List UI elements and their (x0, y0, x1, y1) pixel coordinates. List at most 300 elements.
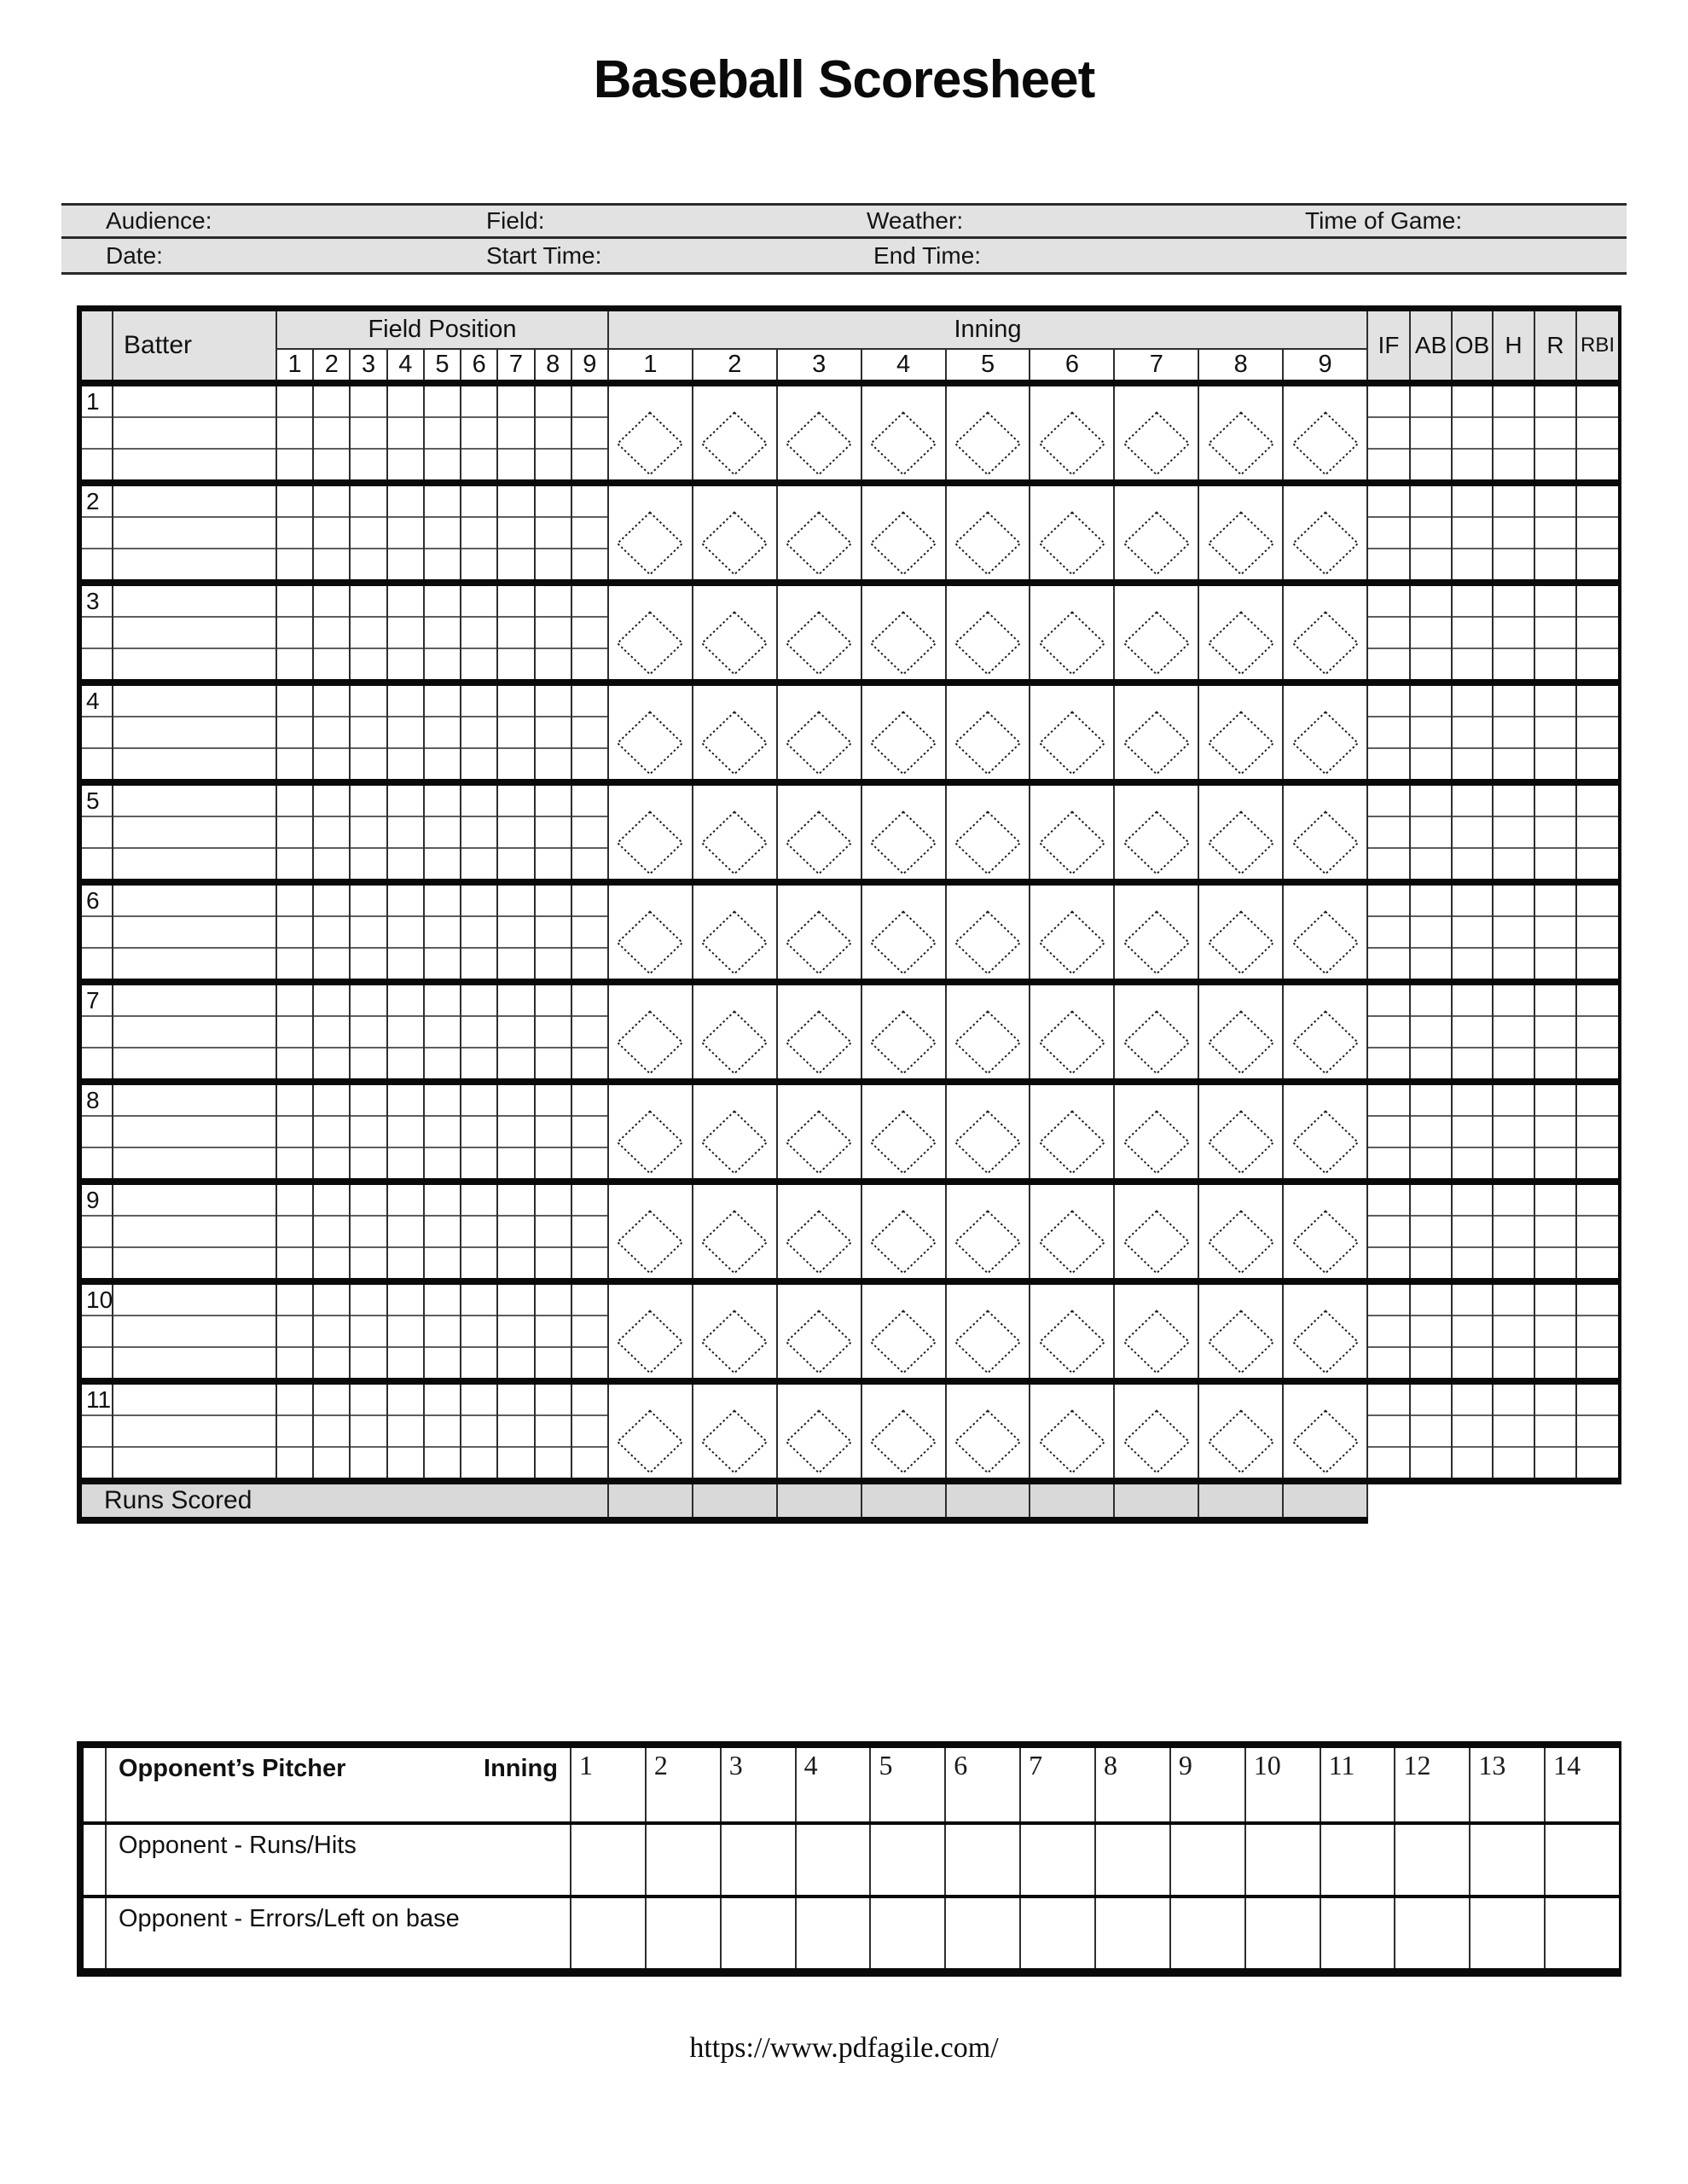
field-position-cell[interactable] (425, 1085, 460, 1117)
opponent-data-cell-12[interactable] (1395, 1898, 1470, 1968)
batter-name-cell[interactable] (113, 1148, 276, 1178)
field-position-cell[interactable] (461, 717, 496, 749)
field-position-cell[interactable] (277, 386, 312, 418)
stat-cell[interactable] (1453, 985, 1492, 1017)
field-position-cell[interactable] (314, 1316, 349, 1348)
field-position-cell[interactable] (277, 949, 312, 979)
inning-scoring-cell-3[interactable] (778, 386, 862, 479)
stat-cell[interactable] (1453, 1217, 1492, 1248)
stat-cell[interactable] (1411, 1117, 1451, 1148)
stat-cell[interactable] (1368, 1217, 1409, 1248)
inning-scoring-cell-9[interactable] (1284, 1085, 1368, 1178)
field-position-cell[interactable] (277, 1248, 312, 1278)
field-position-cell[interactable] (351, 386, 386, 418)
stat-cell[interactable] (1453, 1316, 1492, 1348)
end-time-label[interactable]: End Time: (873, 241, 982, 269)
field-position-cell[interactable] (388, 586, 423, 618)
field-position-cell[interactable] (388, 817, 423, 849)
stat-cell[interactable] (1535, 1448, 1575, 1478)
batter-name-cell[interactable] (113, 1385, 276, 1416)
stat-cell[interactable] (1411, 1085, 1451, 1117)
inning-scoring-cell-2[interactable] (693, 786, 778, 879)
opponent-data-cell-9[interactable] (1171, 1898, 1246, 1968)
field-position-cell[interactable] (388, 1448, 423, 1478)
stat-cell[interactable] (1494, 549, 1534, 579)
inning-scoring-cell-2[interactable] (693, 1185, 778, 1278)
field-position-cell[interactable] (351, 917, 386, 949)
field-position-cell[interactable] (351, 886, 386, 917)
field-position-cell[interactable] (498, 1185, 533, 1217)
opponent-data-cell-3[interactable] (722, 1825, 797, 1895)
stat-cell[interactable] (1411, 1448, 1451, 1478)
field-position-cell[interactable] (314, 949, 349, 979)
field-position-cell[interactable] (388, 917, 423, 949)
batter-name-cell[interactable] (113, 985, 276, 1017)
stat-cell[interactable] (1494, 450, 1534, 479)
inning-scoring-cell-5[interactable] (947, 985, 1031, 1078)
field-position-cell[interactable] (388, 549, 423, 579)
opponent-data-cell-4[interactable] (797, 1825, 872, 1895)
field-position-cell[interactable] (461, 1148, 496, 1178)
field-position-cell[interactable] (351, 1217, 386, 1248)
field-position-cell[interactable] (314, 1085, 349, 1117)
field-position-cell[interactable] (277, 418, 312, 450)
field-position-cell[interactable] (314, 917, 349, 949)
field-position-cell[interactable] (498, 518, 533, 549)
stat-cell[interactable] (1577, 1185, 1618, 1217)
stat-cell[interactable] (1368, 549, 1409, 579)
stat-cell[interactable] (1494, 586, 1534, 618)
field-position-cell[interactable] (388, 1348, 423, 1378)
footer-url[interactable]: https://www.pdfagile.com/ (689, 2032, 999, 2064)
opponent-data-cell-6[interactable] (946, 1898, 1021, 1968)
field-position-cell[interactable] (314, 1385, 349, 1416)
field-position-cell[interactable] (498, 1048, 533, 1078)
inning-scoring-cell-8[interactable] (1199, 985, 1284, 1078)
stat-cell[interactable] (1494, 486, 1534, 518)
field-position-cell[interactable] (277, 1285, 312, 1316)
field-position-cell[interactable] (425, 717, 460, 749)
batter-name-cell[interactable] (113, 886, 276, 917)
stat-cell[interactable] (1577, 786, 1618, 817)
batter-name-cell[interactable] (113, 1316, 276, 1348)
field-position-cell[interactable] (351, 1348, 386, 1378)
stat-cell[interactable] (1494, 817, 1534, 849)
inning-scoring-cell-3[interactable] (778, 985, 862, 1078)
field-position-cell[interactable] (277, 586, 312, 618)
field-position-cell[interactable] (314, 586, 349, 618)
field-position-cell[interactable] (314, 518, 349, 549)
stat-cell[interactable] (1494, 518, 1534, 549)
stat-cell[interactable] (1535, 486, 1575, 518)
field-position-cell[interactable] (461, 586, 496, 618)
audience-label[interactable]: Audience: (106, 207, 212, 234)
opponent-data-cell-7[interactable] (1021, 1825, 1096, 1895)
inning-scoring-cell-8[interactable] (1199, 686, 1284, 779)
stat-cell[interactable] (1368, 518, 1409, 549)
field-position-cell[interactable] (277, 917, 312, 949)
inning-scoring-cell-3[interactable] (778, 1085, 862, 1178)
stat-cell[interactable] (1494, 686, 1534, 717)
inning-scoring-cell-4[interactable] (862, 1085, 947, 1178)
stat-cell[interactable] (1577, 518, 1618, 549)
stat-cell[interactable] (1535, 1348, 1575, 1378)
batter-name-cell[interactable] (113, 849, 276, 879)
field-position-cell[interactable] (498, 1385, 533, 1416)
field-position-cell[interactable] (572, 1348, 607, 1378)
field-position-cell[interactable] (388, 1185, 423, 1217)
field-position-cell[interactable] (461, 450, 496, 479)
field-position-cell[interactable] (498, 1316, 533, 1348)
stat-cell[interactable] (1535, 817, 1575, 849)
inning-scoring-cell-6[interactable] (1030, 786, 1115, 879)
field-position-cell[interactable] (314, 486, 349, 518)
field-position-cell[interactable] (572, 1048, 607, 1078)
stat-cell[interactable] (1411, 1348, 1451, 1378)
inning-scoring-cell-5[interactable] (947, 1385, 1031, 1478)
stat-cell[interactable] (1577, 418, 1618, 450)
field-position-cell[interactable] (388, 1148, 423, 1178)
field-position-cell[interactable] (536, 717, 571, 749)
stat-cell[interactable] (1411, 817, 1451, 849)
field-position-cell[interactable] (572, 586, 607, 618)
stat-cell[interactable] (1577, 1217, 1618, 1248)
field-position-cell[interactable] (277, 518, 312, 549)
stat-cell[interactable] (1453, 518, 1492, 549)
inning-scoring-cell-1[interactable] (609, 1385, 693, 1478)
stat-cell[interactable] (1494, 418, 1534, 450)
field-position-cell[interactable] (314, 886, 349, 917)
stat-cell[interactable] (1577, 1348, 1618, 1378)
stat-cell[interactable] (1411, 1185, 1451, 1217)
stat-cell[interactable] (1535, 1416, 1575, 1448)
stat-cell[interactable] (1577, 1385, 1618, 1416)
opponent-data-cell-2[interactable] (647, 1898, 722, 1968)
field-position-cell[interactable] (461, 1316, 496, 1348)
field-position-cell[interactable] (425, 1148, 460, 1178)
field-position-cell[interactable] (572, 549, 607, 579)
field-position-cell[interactable] (388, 486, 423, 518)
field-position-cell[interactable] (425, 1048, 460, 1078)
date-label[interactable]: Date: (106, 241, 163, 269)
field-position-cell[interactable] (277, 849, 312, 879)
field-position-cell[interactable] (388, 618, 423, 649)
inning-scoring-cell-1[interactable] (609, 486, 693, 579)
stat-cell[interactable] (1494, 985, 1534, 1017)
field-position-cell[interactable] (536, 1185, 571, 1217)
stat-cell[interactable] (1453, 549, 1492, 579)
opponent-data-cell-1[interactable] (571, 1898, 647, 1968)
runs-scored-cell-1[interactable] (609, 1484, 693, 1517)
inning-scoring-cell-9[interactable] (1284, 1385, 1368, 1478)
stat-cell[interactable] (1411, 586, 1451, 618)
field-position-cell[interactable] (572, 1217, 607, 1248)
stat-cell[interactable] (1368, 486, 1409, 518)
field-position-cell[interactable] (314, 1017, 349, 1048)
stat-cell[interactable] (1577, 886, 1618, 917)
field-position-cell[interactable] (536, 386, 571, 418)
stat-cell[interactable] (1453, 1385, 1492, 1416)
field-position-cell[interactable] (572, 450, 607, 479)
field-position-cell[interactable] (536, 1117, 571, 1148)
field-position-cell[interactable] (388, 1416, 423, 1448)
field-position-cell[interactable] (388, 1085, 423, 1117)
stat-cell[interactable] (1368, 686, 1409, 717)
field-position-cell[interactable] (277, 486, 312, 518)
inning-scoring-cell-2[interactable] (693, 686, 778, 779)
stat-cell[interactable] (1453, 1085, 1492, 1117)
field-position-cell[interactable] (277, 686, 312, 717)
field-position-cell[interactable] (351, 549, 386, 579)
inning-scoring-cell-3[interactable] (778, 1385, 862, 1478)
field-position-cell[interactable] (314, 1048, 349, 1078)
field-position-cell[interactable] (498, 817, 533, 849)
field-position-cell[interactable] (388, 886, 423, 917)
field-position-cell[interactable] (461, 949, 496, 979)
stat-cell[interactable] (1368, 1416, 1409, 1448)
stat-cell[interactable] (1535, 1048, 1575, 1078)
field-position-cell[interactable] (425, 1416, 460, 1448)
field-position-cell[interactable] (461, 386, 496, 418)
runs-scored-cell-2[interactable] (693, 1484, 778, 1517)
inning-scoring-cell-8[interactable] (1199, 486, 1284, 579)
field-position-cell[interactable] (277, 717, 312, 749)
field-position-cell[interactable] (425, 849, 460, 879)
stat-cell[interactable] (1535, 450, 1575, 479)
field-position-cell[interactable] (388, 1217, 423, 1248)
inning-scoring-cell-4[interactable] (862, 1285, 947, 1378)
stat-cell[interactable] (1577, 649, 1618, 679)
stat-cell[interactable] (1577, 1316, 1618, 1348)
opponent-data-cell-10[interactable] (1246, 1898, 1321, 1968)
field-position-cell[interactable] (277, 618, 312, 649)
stat-cell[interactable] (1368, 717, 1409, 749)
inning-scoring-cell-7[interactable] (1115, 586, 1199, 679)
stat-cell[interactable] (1535, 1285, 1575, 1316)
inning-scoring-cell-3[interactable] (778, 786, 862, 879)
field-position-cell[interactable] (351, 1316, 386, 1348)
field-position-cell[interactable] (425, 749, 460, 779)
field-position-cell[interactable] (388, 1316, 423, 1348)
inning-scoring-cell-4[interactable] (862, 486, 947, 579)
field-position-cell[interactable] (498, 618, 533, 649)
opponent-data-cell-11[interactable] (1321, 1898, 1396, 1968)
field-position-cell[interactable] (536, 1416, 571, 1448)
field-position-cell[interactable] (388, 686, 423, 717)
stat-cell[interactable] (1368, 1248, 1409, 1278)
field-position-cell[interactable] (314, 1416, 349, 1448)
inning-scoring-cell-2[interactable] (693, 386, 778, 479)
stat-cell[interactable] (1577, 749, 1618, 779)
field-position-cell[interactable] (572, 386, 607, 418)
stat-cell[interactable] (1535, 518, 1575, 549)
stat-cell[interactable] (1494, 749, 1534, 779)
inning-scoring-cell-9[interactable] (1284, 686, 1368, 779)
stat-cell[interactable] (1368, 817, 1409, 849)
field-position-cell[interactable] (425, 817, 460, 849)
field-position-cell[interactable] (351, 1148, 386, 1178)
stat-cell[interactable] (1411, 1316, 1451, 1348)
stat-cell[interactable] (1368, 1085, 1409, 1117)
field-position-cell[interactable] (351, 717, 386, 749)
field-position-cell[interactable] (498, 486, 533, 518)
field-position-cell[interactable] (351, 1448, 386, 1478)
field-position-cell[interactable] (536, 949, 571, 979)
stat-cell[interactable] (1494, 1017, 1534, 1048)
field-position-cell[interactable] (572, 949, 607, 979)
inning-scoring-cell-7[interactable] (1115, 985, 1199, 1078)
field-position-cell[interactable] (277, 649, 312, 679)
field-position-cell[interactable] (277, 1348, 312, 1378)
batter-name-cell[interactable] (113, 518, 276, 549)
stat-cell[interactable] (1368, 1448, 1409, 1478)
field-position-cell[interactable] (351, 985, 386, 1017)
field-position-cell[interactable] (536, 418, 571, 450)
inning-scoring-cell-8[interactable] (1199, 786, 1284, 879)
field-position-cell[interactable] (277, 1085, 312, 1117)
field-position-cell[interactable] (277, 786, 312, 817)
field-position-cell[interactable] (572, 985, 607, 1017)
field-position-cell[interactable] (314, 1217, 349, 1248)
field-position-cell[interactable] (461, 649, 496, 679)
field-position-cell[interactable] (425, 649, 460, 679)
field-position-cell[interactable] (498, 1248, 533, 1278)
inning-scoring-cell-6[interactable] (1030, 985, 1115, 1078)
field-position-cell[interactable] (498, 749, 533, 779)
stat-cell[interactable] (1494, 386, 1534, 418)
field-position-cell[interactable] (498, 1117, 533, 1148)
field-position-cell[interactable] (536, 1048, 571, 1078)
inning-scoring-cell-7[interactable] (1115, 886, 1199, 979)
field-position-cell[interactable] (277, 1316, 312, 1348)
inning-scoring-cell-8[interactable] (1199, 586, 1284, 679)
stat-cell[interactable] (1577, 849, 1618, 879)
opponent-data-cell-5[interactable] (871, 1898, 946, 1968)
field-position-cell[interactable] (351, 1085, 386, 1117)
batter-name-cell[interactable] (113, 1117, 276, 1148)
field-position-cell[interactable] (425, 886, 460, 917)
stat-cell[interactable] (1411, 1248, 1451, 1278)
field-position-cell[interactable] (572, 1285, 607, 1316)
field-position-cell[interactable] (314, 418, 349, 450)
batter-name-cell[interactable] (113, 586, 276, 618)
inning-scoring-cell-1[interactable] (609, 1185, 693, 1278)
field-position-cell[interactable] (351, 486, 386, 518)
field-position-cell[interactable] (351, 450, 386, 479)
inning-scoring-cell-5[interactable] (947, 1185, 1031, 1278)
stat-cell[interactable] (1453, 649, 1492, 679)
inning-scoring-cell-5[interactable] (947, 1285, 1031, 1378)
field-position-cell[interactable] (572, 749, 607, 779)
field-position-cell[interactable] (536, 849, 571, 879)
field-position-cell[interactable] (498, 886, 533, 917)
inning-scoring-cell-5[interactable] (947, 686, 1031, 779)
inning-scoring-cell-1[interactable] (609, 1285, 693, 1378)
field-position-cell[interactable] (461, 618, 496, 649)
field-position-cell[interactable] (536, 1217, 571, 1248)
stat-cell[interactable] (1577, 1048, 1618, 1078)
field-position-cell[interactable] (277, 985, 312, 1017)
inning-scoring-cell-8[interactable] (1199, 1285, 1284, 1378)
field-position-cell[interactable] (536, 1085, 571, 1117)
inning-scoring-cell-7[interactable] (1115, 386, 1199, 479)
field-position-cell[interactable] (536, 518, 571, 549)
field-position-cell[interactable] (461, 749, 496, 779)
inning-scoring-cell-9[interactable] (1284, 1285, 1368, 1378)
stat-cell[interactable] (1453, 749, 1492, 779)
stat-cell[interactable] (1368, 1017, 1409, 1048)
inning-scoring-cell-2[interactable] (693, 1385, 778, 1478)
start-time-label[interactable]: Start Time: (486, 241, 602, 269)
stat-cell[interactable] (1494, 849, 1534, 879)
stat-cell[interactable] (1535, 1017, 1575, 1048)
field-position-cell[interactable] (351, 786, 386, 817)
runs-scored-cell-4[interactable] (862, 1484, 947, 1517)
field-position-cell[interactable] (425, 486, 460, 518)
inning-scoring-cell-6[interactable] (1030, 586, 1115, 679)
field-position-cell[interactable] (572, 418, 607, 450)
field-position-cell[interactable] (277, 1385, 312, 1416)
field-position-cell[interactable] (314, 1185, 349, 1217)
stat-cell[interactable] (1368, 985, 1409, 1017)
stat-cell[interactable] (1577, 1148, 1618, 1178)
field-position-cell[interactable] (425, 450, 460, 479)
stat-cell[interactable] (1411, 717, 1451, 749)
field-position-cell[interactable] (572, 886, 607, 917)
inning-scoring-cell-2[interactable] (693, 1085, 778, 1178)
field-position-cell[interactable] (536, 549, 571, 579)
field-position-cell[interactable] (498, 1448, 533, 1478)
stat-cell[interactable] (1453, 1185, 1492, 1217)
field-position-cell[interactable] (277, 1117, 312, 1148)
stat-cell[interactable] (1535, 1185, 1575, 1217)
stat-cell[interactable] (1577, 1085, 1618, 1117)
batter-name-cell[interactable] (113, 1416, 276, 1448)
opponent-data-cell-12[interactable] (1395, 1825, 1470, 1895)
stat-cell[interactable] (1368, 386, 1409, 418)
field-position-cell[interactable] (498, 949, 533, 979)
inning-scoring-cell-4[interactable] (862, 1185, 947, 1278)
stat-cell[interactable] (1577, 817, 1618, 849)
field-position-cell[interactable] (388, 949, 423, 979)
stat-cell[interactable] (1577, 1117, 1618, 1148)
field-position-cell[interactable] (314, 985, 349, 1017)
stat-cell[interactable] (1368, 1385, 1409, 1416)
stat-cell[interactable] (1411, 518, 1451, 549)
inning-scoring-cell-8[interactable] (1199, 1085, 1284, 1178)
runs-scored-cell-5[interactable] (947, 1484, 1031, 1517)
inning-scoring-cell-4[interactable] (862, 386, 947, 479)
field-position-cell[interactable] (277, 1217, 312, 1248)
field-position-cell[interactable] (351, 1416, 386, 1448)
stat-cell[interactable] (1453, 817, 1492, 849)
field-position-cell[interactable] (388, 1248, 423, 1278)
inning-scoring-cell-3[interactable] (778, 886, 862, 979)
opponent-data-cell-6[interactable] (946, 1825, 1021, 1895)
stat-cell[interactable] (1494, 717, 1534, 749)
stat-cell[interactable] (1411, 849, 1451, 879)
stat-cell[interactable] (1535, 985, 1575, 1017)
field-position-cell[interactable] (498, 586, 533, 618)
field-position-cell[interactable] (351, 1285, 386, 1316)
field-position-cell[interactable] (425, 1217, 460, 1248)
field-position-cell[interactable] (572, 1185, 607, 1217)
batter-name-cell[interactable] (113, 686, 276, 717)
field-position-cell[interactable] (277, 1416, 312, 1448)
batter-name-cell[interactable] (113, 717, 276, 749)
opponent-data-cell-8[interactable] (1096, 1825, 1171, 1895)
stat-cell[interactable] (1453, 1148, 1492, 1178)
